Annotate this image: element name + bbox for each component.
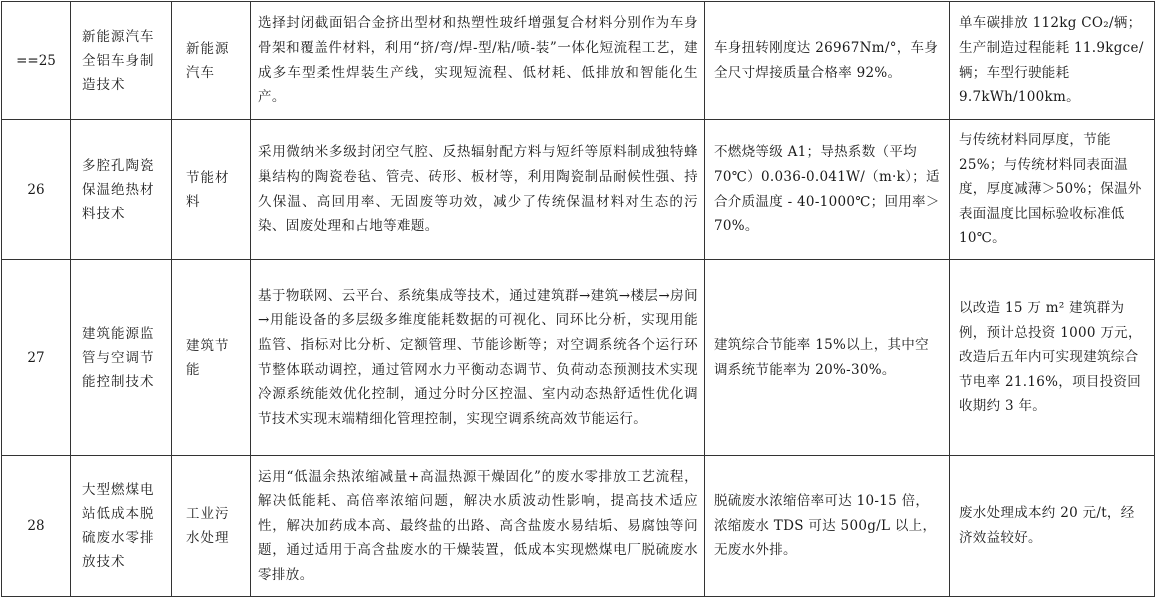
metric-text: 车身扭转刚度达 26967Nm/°，车身全尺寸焊接质量合格率 92%。: [714, 39, 939, 81]
description-cell: [251, 260, 705, 456]
benefit-cell: [950, 456, 1155, 597]
description-text: 基于物联网、云平台、系统集成等技术，通过建筑群→建筑→楼层→房间→用能设备的多层级多维度能耗数据的可视化、同环比分析，实现用能监管、指标对比分析、定额管理、节能诊断等；对空调系统各个运行环节整体联动调控，通过管网水力平衡动态调节、负荷动态预测技术实现冷源系统能效优化控制，通过分时分区控温、室内动态热舒适性优化调节技术实现末端精细化管理控制，实现空调系统高效节能运行。: [258, 287, 698, 427]
technology-table: [1, 1, 1155, 597]
description-text: 选择封闭截面铝合金挤出型材和热塑性玻纤增强复合材料分别作为车身骨架和覆盖件材料，利用“挤/弯/焊-型/粘/喷-装”一体化短流程工艺，建成多车型柔性焊装生产线，实现短流程、低材耗、低排放和智能化生产。: [258, 15, 698, 106]
row-number: 28: [2, 456, 71, 597]
benefit-cell: [950, 2, 1155, 120]
technology-name-cell: [71, 456, 172, 597]
description-text: 运用“低温余热浓缩减量+高温热源干燥固化”的废水零排放工艺流程，解决低能耗、高倍率浓缩问题，解决水质波动性影响，提高技术适应性，解决加药成本高、最终盐的出路、高含盐废水易结垢、易腐蚀等问题，通过适用于高含盐废水的干燥装置，低成本实现燃煤电厂脱硫废水零排放。: [258, 468, 698, 583]
description-cell: [251, 2, 705, 120]
field-cell: [172, 260, 251, 456]
technology-name-cell: [71, 2, 172, 120]
metric-text: 不燃烧等级 A1；导热系数（平均 70℃）0.036-0.041W/（m·k）；适合介质温度 - 40-1000℃；回用率＞70%。: [714, 144, 940, 235]
technology-name: 多腔孔陶瓷保温绝热材料技术: [82, 157, 155, 222]
row-number: 26: [2, 120, 71, 260]
benefit-text: 废水处理成本约 20 元/t，经济效益较好。: [959, 505, 1135, 546]
benefit-text: 以改造 15 万 m² 建筑群为例，预计总投资 1000 万元，改造后五年内可实现建筑综合节电率 21.16%，项目投资回收期约 3 年。: [959, 300, 1142, 415]
field-name: 建筑节能: [186, 337, 230, 378]
metric-cell: [705, 120, 950, 260]
metric-cell: [705, 456, 950, 597]
field-cell: [172, 2, 251, 120]
table-row: [2, 456, 1155, 597]
technology-name-cell: [71, 120, 172, 260]
benefit-text: 单车碳排放 112kg CO₂/辆；生产制造过程能耗 11.9kgce/辆；车型行驶能耗 9.7kWh/100km。: [959, 15, 1144, 106]
row-number: 27: [2, 260, 71, 456]
field-cell: [172, 456, 251, 597]
field-name: 新能源汽车: [186, 40, 230, 81]
technology-name-cell: [71, 260, 172, 456]
description-text: 采用微纳米多级封闭空气腔、反热辐射配方料与短纤等原料制成独特蜂巢结构的陶瓷卷毡、管壳、砖形、板材等，利用陶瓷制品耐候性强、持久保温、高回用率、无固废等功效，减少了传统保温材料对生态的污染、固废处理和占地等难题。: [258, 144, 698, 235]
row-number: ==25: [2, 2, 71, 120]
benefit-cell: [950, 260, 1155, 456]
description-cell: [251, 120, 705, 260]
benefit-cell: [950, 120, 1155, 260]
field-cell: [172, 120, 251, 260]
technology-name: 大型燃煤电站低成本脱硫废水零排放技术: [82, 482, 155, 570]
technology-name: 建筑能源监管与空调节能控制技术: [82, 325, 155, 390]
metric-cell: [705, 2, 950, 120]
field-name: 工业污水处理: [186, 506, 230, 546]
table-row: [2, 120, 1155, 260]
technology-name: 新能源汽车全铝车身制造技术: [82, 28, 155, 93]
metric-cell: [705, 260, 950, 456]
metric-text: 脱硫废水浓缩倍率可达 10-15 倍，浓缩废水 TDS 可达 500g/L 以上，无废水外排。: [714, 493, 937, 559]
table-row: [2, 2, 1155, 120]
table-row: [2, 260, 1155, 456]
metric-text: 建筑综合节能率 15%以上，其中空调系统节能率为 20%-30%。: [714, 336, 929, 378]
description-cell: [251, 456, 705, 597]
field-name: 节能材料: [186, 169, 230, 210]
benefit-text: 与传统材料同厚度，节能 25%；与传统材料同表面温度，厚度减薄＞50%；保温外表面温度比国标验收标准低 10℃。: [959, 132, 1142, 247]
